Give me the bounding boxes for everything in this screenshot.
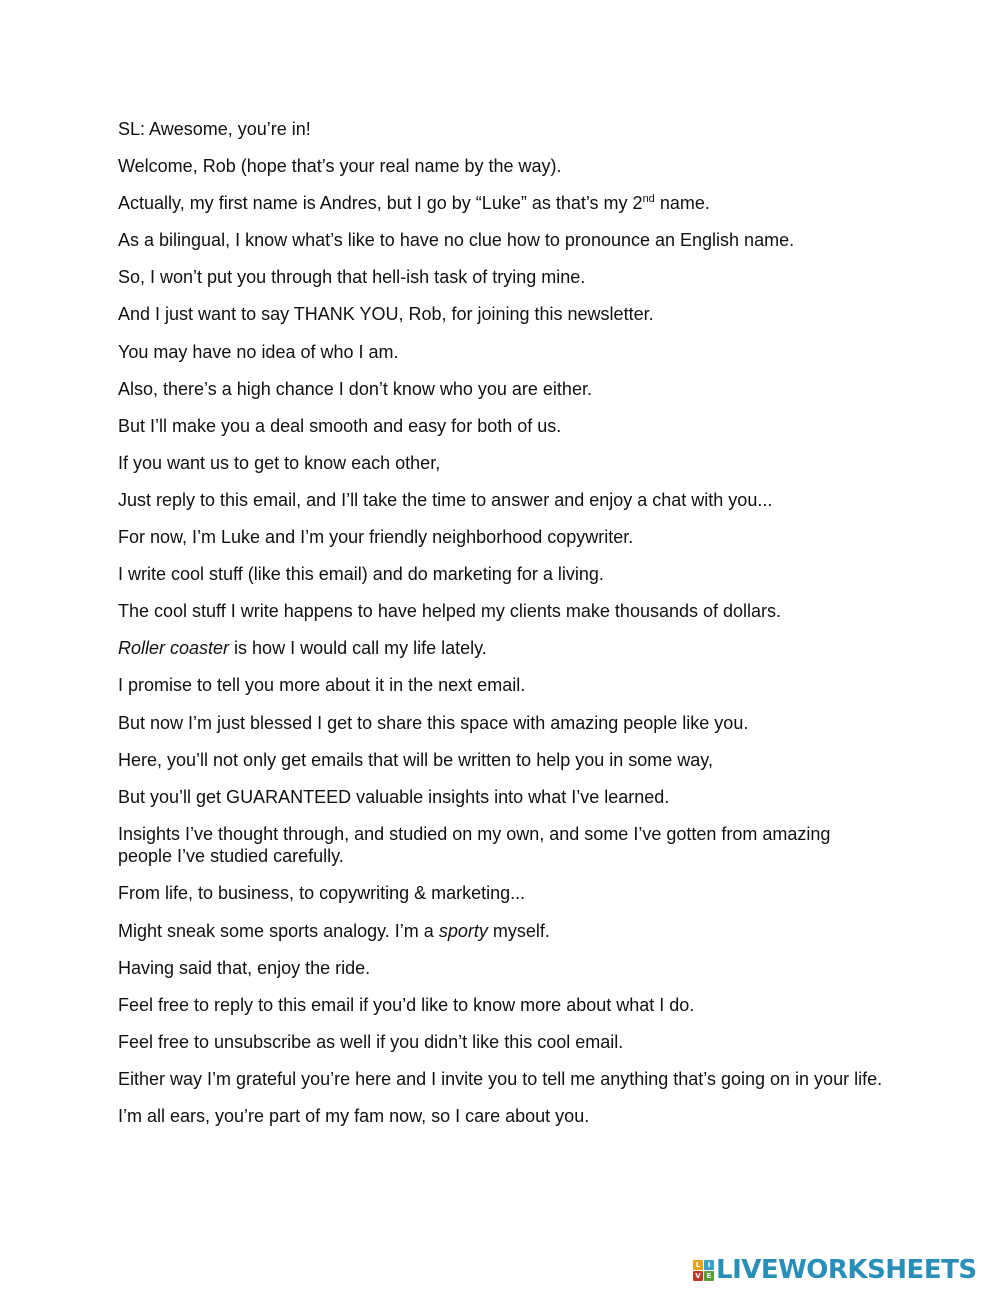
- paragraph-text: Might sneak some sports analogy. I’m a: [118, 920, 439, 941]
- logo-text: LIVEWORKSHEETS: [716, 1255, 977, 1285]
- paragraph-emphasis: Roller coaster: [118, 638, 230, 659]
- paragraph: [118, 526, 888, 549]
- paragraph: [118, 920, 888, 943]
- paragraph-text: Just reply to this email, and I’ll take the time to answer and enjoy a chat with you...: [118, 489, 773, 510]
- paragraph-text: I’m all ears, you’re part of my fam now, so I care about you.: [118, 1106, 590, 1127]
- paragraph-text: And I just want to say THANK YOU, Rob, for joining this newsletter.: [118, 304, 654, 325]
- paragraph: [118, 563, 888, 586]
- paragraph: [118, 378, 888, 401]
- paragraph: [118, 452, 888, 475]
- paragraph: [118, 882, 888, 905]
- paragraph-text: As a bilingual, I know what’s like to have no clue how to pronounce an English name.: [118, 230, 795, 251]
- paragraph: [118, 489, 888, 512]
- paragraph: [118, 712, 888, 735]
- paragraph: [118, 674, 888, 697]
- logo-mark-letter: V: [693, 1271, 703, 1281]
- paragraph: [118, 155, 888, 178]
- logo-mark-letter: L: [693, 1260, 703, 1270]
- paragraph-text: myself.: [487, 920, 550, 941]
- paragraph: [118, 1105, 888, 1128]
- paragraph: [118, 229, 888, 252]
- liveworksheets-logo: [693, 1255, 977, 1285]
- paragraph: [118, 786, 888, 809]
- paragraph-text: But I’ll make you a deal smooth and easy for both of us.: [118, 415, 562, 436]
- document-body: [118, 118, 888, 1142]
- paragraph: [118, 600, 888, 623]
- paragraph-text: Feel free to reply to this email if you’d like to know more about what I do.: [118, 994, 695, 1015]
- paragraph-emphasis: sporty: [438, 920, 488, 941]
- paragraph-text: The cool stuff I write happens to have helped my clients make thousands of dollars.: [118, 601, 782, 622]
- paragraph: [118, 192, 888, 215]
- paragraph-text: But now I’m just blessed I get to share this space with amazing people like you.: [118, 712, 749, 733]
- paragraph: [118, 994, 888, 1017]
- paragraph: [118, 637, 888, 660]
- paragraph: [118, 1068, 888, 1091]
- paragraph: [118, 957, 888, 980]
- paragraph: [118, 749, 888, 772]
- paragraph-superscript: nd: [642, 193, 655, 206]
- paragraph-text: For now, I’m Luke and I’m your friendly neighborhood copywriter.: [118, 527, 634, 548]
- paragraph-text: Feel free to unsubscribe as well if you didn’t like this cool email.: [118, 1031, 624, 1052]
- paragraph: [118, 1031, 888, 1054]
- paragraph-text: Either way I’m grateful you’re here and I invite you to tell me anything that’s going on in your life.: [118, 1068, 883, 1089]
- paragraph-text: Welcome, Rob (hope that’s your real name by the way).: [118, 156, 562, 177]
- paragraph-text: You may have no idea of who I am.: [118, 341, 399, 362]
- paragraph-text: Here, you’ll not only get emails that will be written to help you in some way,: [118, 749, 713, 770]
- paragraph-text: I promise to tell you more about it in the next email.: [118, 675, 526, 696]
- paragraph-text: is how I would call my life lately.: [229, 638, 487, 659]
- paragraph-text: name.: [654, 193, 710, 214]
- paragraph-text: Having said that, enjoy the ride.: [118, 957, 371, 978]
- paragraph-text: SL: Awesome, you’re in!: [118, 119, 311, 139]
- paragraph: [118, 118, 888, 141]
- logo-mark-letter: E: [704, 1271, 714, 1281]
- paragraph: [118, 266, 888, 289]
- paragraph-text: Insights I’ve thought through, and studied on my own, and some I’ve gotten from amazing people I’ve studied carefully.: [118, 823, 831, 867]
- paragraph-text: Actually, my first name is Andres, but I go by “Luke” as that’s my 2: [118, 193, 643, 214]
- logo-mark-icon: [693, 1260, 714, 1281]
- paragraph-text: From life, to business, to copywriting & marketing...: [118, 883, 526, 904]
- paragraph: [118, 415, 888, 438]
- paragraph: [118, 303, 888, 326]
- paragraph-text: Also, there’s a high chance I don’t know who you are either.: [118, 378, 592, 399]
- paragraph-text: So, I won’t put you through that hell-ish task of trying mine.: [118, 267, 586, 288]
- paragraph-text: I write cool stuff (like this email) and do marketing for a living.: [118, 564, 604, 585]
- paragraph-text: If you want us to get to know each other,: [118, 452, 441, 473]
- paragraph: [118, 823, 888, 868]
- paragraph-text: But you’ll get GUARANTEED valuable insights into what I’ve learned.: [118, 786, 670, 807]
- logo-mark-letter: I: [704, 1260, 714, 1270]
- paragraph: [118, 341, 888, 364]
